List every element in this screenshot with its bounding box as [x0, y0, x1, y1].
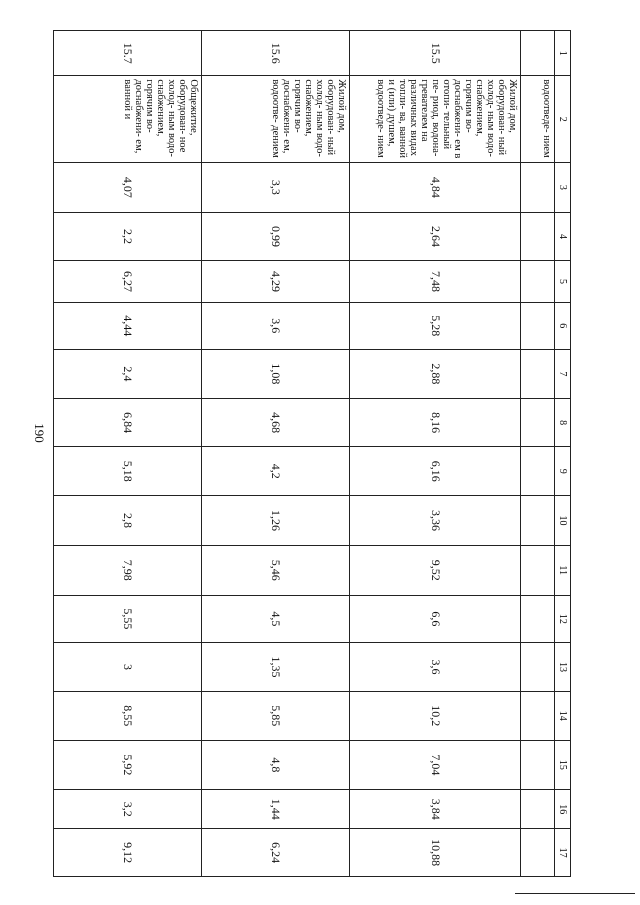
value-cell: 1,08: [202, 350, 350, 399]
value-cell: 3,84: [350, 790, 521, 829]
value-cell: 3: [54, 643, 202, 692]
value-cell: 4,44: [54, 302, 202, 350]
column-number: 6: [554, 302, 570, 350]
column-number: 8: [554, 398, 570, 447]
column-number: 9: [554, 447, 570, 496]
value-cell: 0,99: [202, 212, 350, 261]
tariff-table: [53, 30, 571, 877]
value-cell: 6,27: [54, 261, 202, 302]
value-cell: 5,85: [202, 691, 350, 740]
row-description: Общежитие, оборудован- ное холод- ным водо- снабжением, горячим во- доснабжени- ем, ванной и: [54, 76, 202, 163]
value-cell: 6,24: [202, 829, 350, 877]
empty-cell: [521, 829, 555, 877]
value-cell: 9,12: [54, 829, 202, 877]
row-number: 15.5: [350, 31, 521, 76]
row-description: Жилой дом, оборудован- ный холод- ным водо- снабжением, горячим во- доснабжени- ем в отопи- тельный пе- риод, водона- гревателем на различных видах топли- ва, ванной и (или) душем, водоотведе- нием: [350, 76, 521, 163]
column-number: 7: [554, 350, 570, 399]
empty-cell: [521, 162, 555, 212]
value-cell: 9,52: [350, 545, 521, 595]
value-cell: 7,04: [350, 740, 521, 790]
value-cell: 8,16: [350, 398, 521, 447]
empty-cell: [521, 447, 555, 496]
page-number: 190: [31, 423, 47, 443]
empty-cell: [521, 790, 555, 829]
value-cell: 1,35: [202, 643, 350, 692]
value-cell: 5,46: [202, 545, 350, 595]
tariff-table-wrapper: [53, 30, 571, 877]
column-number: 14: [554, 691, 570, 740]
value-cell: 6,84: [54, 398, 202, 447]
empty-cell: [521, 212, 555, 261]
value-cell: 6,6: [350, 595, 521, 643]
empty-cell: [521, 740, 555, 790]
column-number: 2: [554, 76, 570, 163]
value-cell: 2,88: [350, 350, 521, 399]
table-row: [350, 31, 521, 877]
column-number: 11: [554, 545, 570, 595]
column-number: 4: [554, 212, 570, 261]
column-number: 1: [554, 31, 570, 76]
row-number: 15.7: [54, 31, 202, 76]
value-cell: 5,55: [54, 595, 202, 643]
continuation-text: водоотведе- нием: [521, 76, 555, 163]
table-row: [202, 31, 350, 877]
value-cell: 4,68: [202, 398, 350, 447]
empty-cell: [521, 31, 555, 76]
value-cell: 3,3: [202, 162, 350, 212]
value-cell: 8,55: [54, 691, 202, 740]
value-cell: 3,36: [350, 496, 521, 546]
column-number: 16: [554, 790, 570, 829]
column-number: 13: [554, 643, 570, 692]
value-cell: 10,88: [350, 829, 521, 877]
empty-cell: [521, 350, 555, 399]
value-cell: 10,2: [350, 691, 521, 740]
column-number: 10: [554, 496, 570, 546]
value-cell: 2,8: [54, 496, 202, 546]
column-number: 12: [554, 595, 570, 643]
value-cell: 4,07: [54, 162, 202, 212]
continuation-row: [521, 31, 555, 877]
value-cell: 2,64: [350, 212, 521, 261]
empty-cell: [521, 643, 555, 692]
value-cell: 7,48: [350, 261, 521, 302]
empty-cell: [521, 545, 555, 595]
value-cell: 5,18: [54, 447, 202, 496]
column-number: 15: [554, 740, 570, 790]
scan-edge-line: [515, 893, 635, 894]
value-cell: 2,2: [54, 212, 202, 261]
value-cell: 5,92: [54, 740, 202, 790]
empty-cell: [521, 691, 555, 740]
value-cell: 7,98: [54, 545, 202, 595]
column-number: 5: [554, 261, 570, 302]
column-number: 17: [554, 829, 570, 877]
value-cell: 4,5: [202, 595, 350, 643]
value-cell: 4,8: [202, 740, 350, 790]
value-cell: 1,44: [202, 790, 350, 829]
value-cell: 5,28: [350, 302, 521, 350]
tariff-table-rotated: [53, 30, 571, 877]
empty-cell: [521, 398, 555, 447]
column-number: 3: [554, 162, 570, 212]
empty-cell: [521, 302, 555, 350]
value-cell: 1,26: [202, 496, 350, 546]
row-number: 15.6: [202, 31, 350, 76]
row-description: Жилой дом, оборудован- ный холод- ным водо- снабжением, горячим во- доснабжени- ем, водоотве- дением: [202, 76, 350, 163]
empty-cell: [521, 261, 555, 302]
column-number-row: [554, 31, 570, 877]
empty-cell: [521, 595, 555, 643]
value-cell: 6,16: [350, 447, 521, 496]
value-cell: 3,6: [350, 643, 521, 692]
table-row: [54, 31, 202, 877]
value-cell: 2,4: [54, 350, 202, 399]
value-cell: 3,2: [54, 790, 202, 829]
value-cell: 4,84: [350, 162, 521, 212]
value-cell: 3,6: [202, 302, 350, 350]
value-cell: 4,2: [202, 447, 350, 496]
value-cell: 4,29: [202, 261, 350, 302]
empty-cell: [521, 496, 555, 546]
